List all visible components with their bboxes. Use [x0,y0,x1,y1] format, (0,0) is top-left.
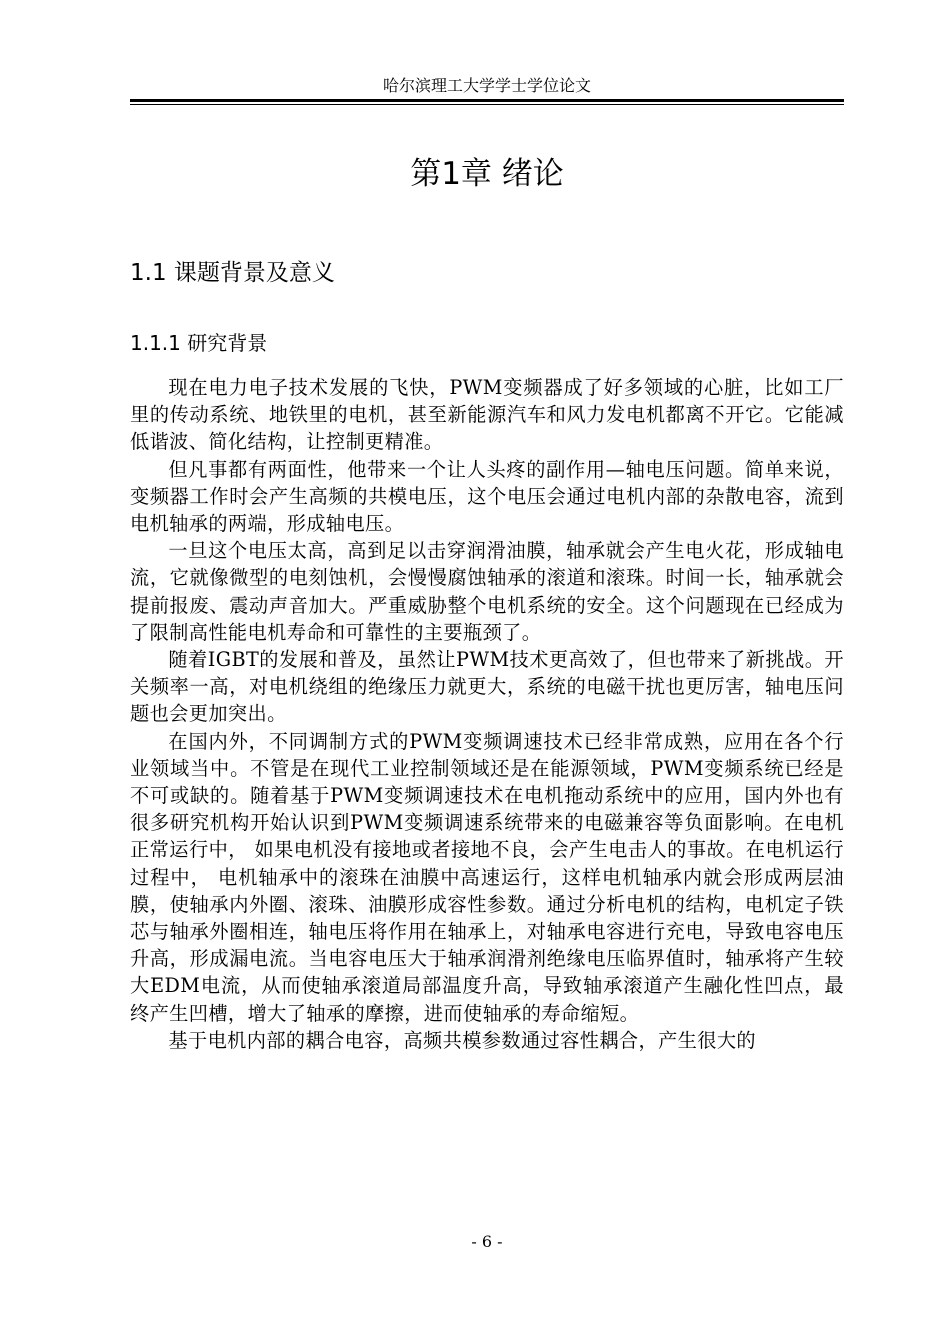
paragraph: 但凡事都有两面性，他带来一个让人头疼的副作用—轴电压问题。简单来说，变频器工作时会产生高频的共模电压，这个电压会通过电机内部的杂散电容，流到电机轴承的两端，形成轴电压。 [130,457,844,536]
page-number: - 6 - [471,1232,503,1251]
chapter-title: 第1章 绪论 [410,156,564,192]
paragraph: 在国内外，不同调制方式的PWM变频调速技术已经非常成熟，应用在各个行业领域当中。不管是在现代工业控制领域还是在能源领域，PWM变频系统已经是不可或缺的。随着基于PWM变频调速技术在电机拖动系统中的应用，国内外也有很多研究机构开始认识到PWM变频调速系统带来的电磁兼容等负面影响。在电机正常运行中， 如果电机没有接地或者接地不良，会产生电击人的事故。在电机运行过程中， 电机轴承中的滚珠在油膜中高速运行，这样电机轴承内就会形成两层油膜，使轴承内外圈、滚珠、油膜形成容性参数。通过分析电机的结构，电机定子铁芯与轴承外圈相连，轴电压将作用在轴承上，对轴承电容进行充电，导致电容电压升高，形成漏电流。当电容电压大于轴承润滑剂绝缘电压临界值时，轴承将产生较大EDM电流，从而使轴承滚道局部温度升高，导致轴承滚道产生融化性凹点，最终产生凹槽，增大了轴承的摩擦，进而使轴承的寿命缩短。 [130,729,844,1025]
paragraph: 一旦这个电压太高，高到足以击穿润滑油膜，轴承就会产生电火花，形成轴电流，它就像微型的电刻蚀机，会慢慢腐蚀轴承的滚道和滚珠。时间一长，轴承就会提前报废、震动声音加大。严重威胁整个电机系统的安全。这个问题现在已经成为了限制高性能电机寿命和可靠性的主要瓶颈了。 [130,539,844,644]
body-text [130,374,844,1054]
header-rule-thick [130,99,844,102]
paragraph: 随着IGBT的发展和普及，虽然让PWM技术更高效了，但也带来了新挑战。开关频率一高，对电机绕组的绝缘压力就更大，系统的电磁干扰也更厉害，轴电压问题也会更加突出。 [130,648,844,726]
running-header: 哈尔滨理工大学学士学位论文 [382,76,591,95]
section-title: 1.1 课题背景及意义 [130,260,335,286]
subsection-title: 1.1.1 研究背景 [130,331,268,355]
paragraph: 基于电机内部的耦合电容，高频共模参数通过容性耦合，产生很大的 [168,1028,757,1052]
header-rule-thin [130,104,844,105]
paragraph: 现在电力电子技术发展的飞快，PWM变频器成了好多领域的心脏，比如工厂里的传动系统、地铁里的电机，甚至新能源汽车和风力发电机都离不开它。它能减低谐波、简化结构，让控制更精准。 [130,376,844,454]
